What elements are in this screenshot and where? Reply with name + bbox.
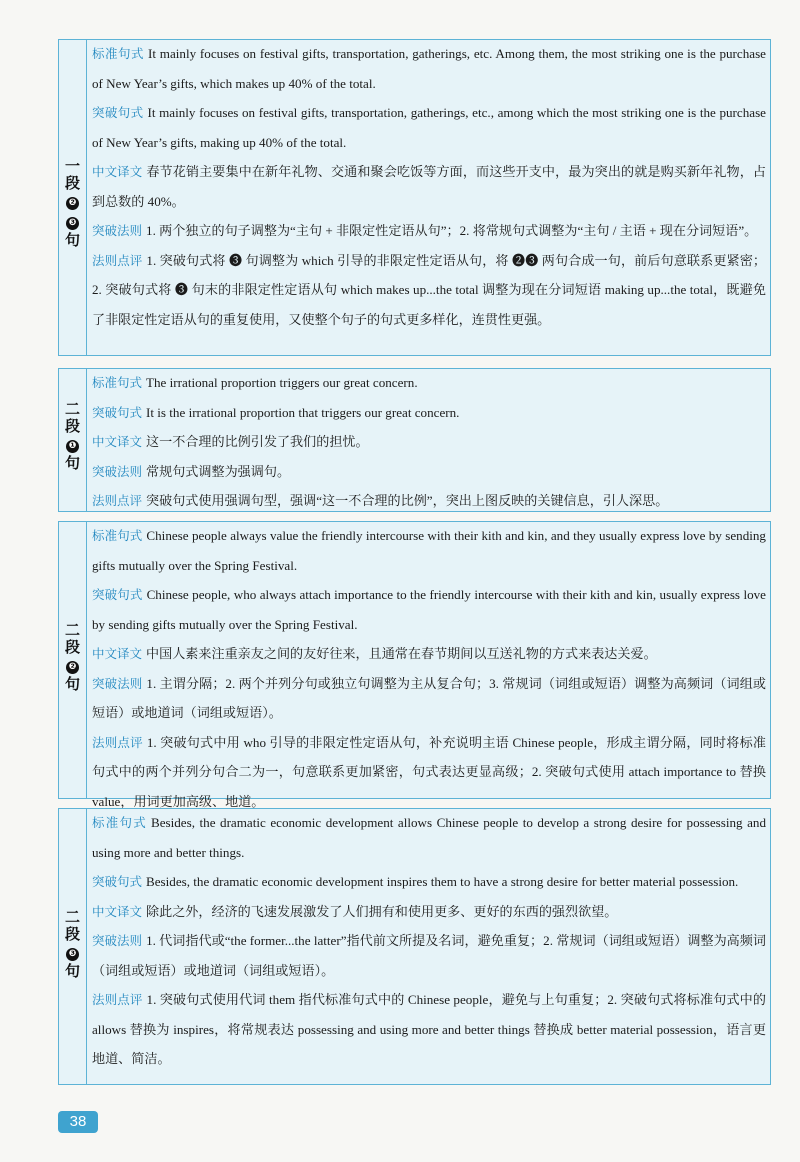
row-tag: 法则点评 — [92, 493, 143, 508]
section-side-label — [59, 809, 87, 1084]
side-label-char: 二 — [64, 908, 80, 926]
side-label-char: 句 — [64, 454, 80, 472]
row-tag: 标准句式 — [92, 375, 143, 390]
section-content — [92, 39, 766, 334]
side-label-number: ❸ — [66, 217, 79, 230]
side-label-char: 段 — [64, 925, 80, 943]
row-tag: 中文译文 — [92, 434, 143, 449]
row-text: It is the irrational proportion that triggers our great concern. — [146, 404, 460, 420]
row-rule — [92, 926, 766, 985]
row-tag: 中文译文 — [92, 164, 143, 179]
row-comment — [92, 985, 766, 1074]
side-label-char: 句 — [64, 231, 80, 249]
row-translation — [92, 897, 766, 927]
side-label-char: 句 — [64, 962, 80, 980]
section-para2-sent3 — [58, 808, 771, 1085]
row-standard — [92, 808, 766, 867]
row-standard — [92, 39, 766, 98]
row-breakthrough — [92, 98, 766, 157]
section-content — [92, 521, 766, 816]
row-text: 1. 代词指代或“the former...the latter”指代前文所提及名词，避免重复；2. 常规词（词组或短语）调整为高频词（词组或短语）或地道词（词组或短语）。 — [92, 933, 766, 978]
row-tag: 法则点评 — [92, 734, 143, 750]
row-tag: 标准句式 — [92, 815, 147, 830]
row-comment — [92, 486, 766, 516]
row-tag: 突破句式 — [92, 587, 143, 602]
row-breakthrough — [92, 867, 766, 897]
row-tag: 法则点评 — [92, 252, 143, 268]
row-text: 1. 两个独立的句子调整为“主句 + 非限定性定语从句”；2. 将常规句式调整为“主句 / 主语 + 现在分词短语”。 — [146, 223, 758, 238]
row-translation — [92, 639, 766, 669]
row-tag: 法则点评 — [92, 992, 143, 1007]
row-text: 这一不合理的比例引发了我们的担忧。 — [146, 434, 369, 449]
row-text: Chinese people, who always attach importance to the friendly intercourse with their kith and kin, usually express love by sending gifts mutually over the Spring Festival. — [92, 587, 766, 632]
section-side-label — [59, 40, 87, 355]
row-tag: 标准句式 — [92, 46, 145, 61]
row-standard — [92, 521, 766, 580]
side-label-number: ❷ — [66, 661, 79, 674]
row-tag: 突破句式 — [92, 105, 144, 120]
side-label-number: ❶ — [66, 440, 79, 453]
page-number: 38 — [58, 1111, 98, 1133]
side-label-char: 句 — [64, 675, 80, 693]
row-breakthrough — [92, 398, 766, 428]
row-text: 1. 突破句式使用代词 them 指代标准句式中的 Chinese people，避免与上句重复；2. 突破句式将标准句式中的 allows 替换为 inspires，将常规表达 possessing and using more and better things 替换成 better material possession，语言更地道、简洁。 — [92, 992, 766, 1066]
row-text: 春节花销主要集中在新年礼物、交通和聚会吃饭等方面，而这些开支中，最为突出的就是购买新年礼物，占到总数的 40%。 — [92, 164, 766, 209]
row-text: 中国人素来注重亲友之间的友好往来，且通常在春节期间以互送礼物的方式来表达关爱。 — [146, 646, 657, 661]
side-label-char: 二 — [64, 400, 80, 418]
side-label-char: 段 — [64, 174, 80, 192]
row-tag: 中文译文 — [92, 646, 143, 661]
section-side-label — [59, 369, 87, 511]
row-tag: 突破法则 — [92, 463, 143, 479]
row-comment — [92, 728, 766, 817]
row-translation — [92, 427, 766, 457]
row-rule — [92, 457, 766, 487]
row-text: The irrational proportion triggers our great concern. — [146, 375, 418, 390]
section-para2-sent2 — [58, 521, 771, 809]
row-comment — [92, 246, 766, 335]
row-text: 1. 突破句式将 ❸ 句调整为 which 引导的非限定性定语从句，将 ❷❸ 两句合成一句，前后句意联系更紧密；2. 突破句式将 ❸ 句末的非限定性定语从句 which makes up...the total 调整为现在分词短语 making up...the total，既避免了非限定性定语从句的重复使用，又使整个句子的句式更多样化，连贯性更强。 — [92, 252, 766, 327]
row-breakthrough — [92, 580, 766, 639]
row-tag: 突破法则 — [92, 675, 143, 691]
row-text: It mainly focuses on festival gifts, transportation, gatherings, etc., among which the most striking one is the purchase of New Year’s gifts, making up 40% of the total. — [92, 105, 766, 150]
row-text: 常规句式调整为强调句。 — [146, 463, 291, 479]
side-label-char: 一 — [64, 157, 80, 175]
row-tag: 突破句式 — [92, 404, 143, 420]
row-tag: 中文译文 — [92, 903, 143, 919]
section-content — [92, 808, 766, 1074]
side-label-number: ❸ — [66, 948, 79, 961]
row-tag: 突破法则 — [92, 933, 143, 948]
side-label-char: 段 — [64, 417, 80, 435]
row-text: It mainly focuses on festival gifts, transportation, gatherings, etc. Among them, the most striking one is the purchase of New Year’s gifts, which makes up 40% of the total. — [92, 46, 766, 91]
section-para1-sent23 — [58, 39, 771, 356]
row-text: 突破句式使用强调句型，强调“这一不合理的比例”，突出上图反映的关键信息，引人深思。 — [146, 493, 669, 508]
row-text: 1. 突破句式中用 who 引导的非限定性定语从句，补充说明主语 Chinese people，形成主谓分隔，同时将标准句式中的两个并列分句合二为一，句意联系更加紧密，句式表达更显高级；2. 突破句式使用 attach importance to 替换 value，用词更加高级、地道。 — [92, 734, 766, 809]
side-label-number: ❷ — [66, 197, 79, 210]
row-text: Besides, the dramatic economic development allows Chinese people to develop a strong desire for possessing and using more and better things. — [92, 815, 766, 860]
side-label-char: 二 — [64, 621, 80, 639]
row-rule — [92, 216, 766, 246]
row-translation — [92, 157, 766, 216]
row-text: Chinese people always value the friendly intercourse with their kith and kin, and they usually express love by sending gifts mutually over the Spring Festival. — [92, 528, 766, 573]
row-text: 1. 主谓分隔；2. 两个并列分句或独立句调整为主从复合句；3. 常规词（词组或短语）调整为高频词（词组或短语）或地道词（词组或短语）。 — [92, 675, 766, 720]
row-standard — [92, 368, 766, 398]
row-tag: 突破句式 — [92, 874, 143, 889]
section-content — [92, 368, 766, 516]
row-text: 除此之外，经济的飞速发展激发了人们拥有和使用更多、更好的东西的强烈欲望。 — [146, 903, 618, 919]
row-rule — [92, 669, 766, 728]
section-side-label — [59, 522, 87, 798]
side-label-char: 段 — [64, 638, 80, 656]
row-tag: 标准句式 — [92, 528, 143, 543]
section-para2-sent1 — [58, 368, 771, 512]
row-tag: 突破法则 — [92, 223, 143, 238]
row-text: Besides, the dramatic economic development inspires them to have a strong desire for better material possession. — [146, 874, 739, 889]
